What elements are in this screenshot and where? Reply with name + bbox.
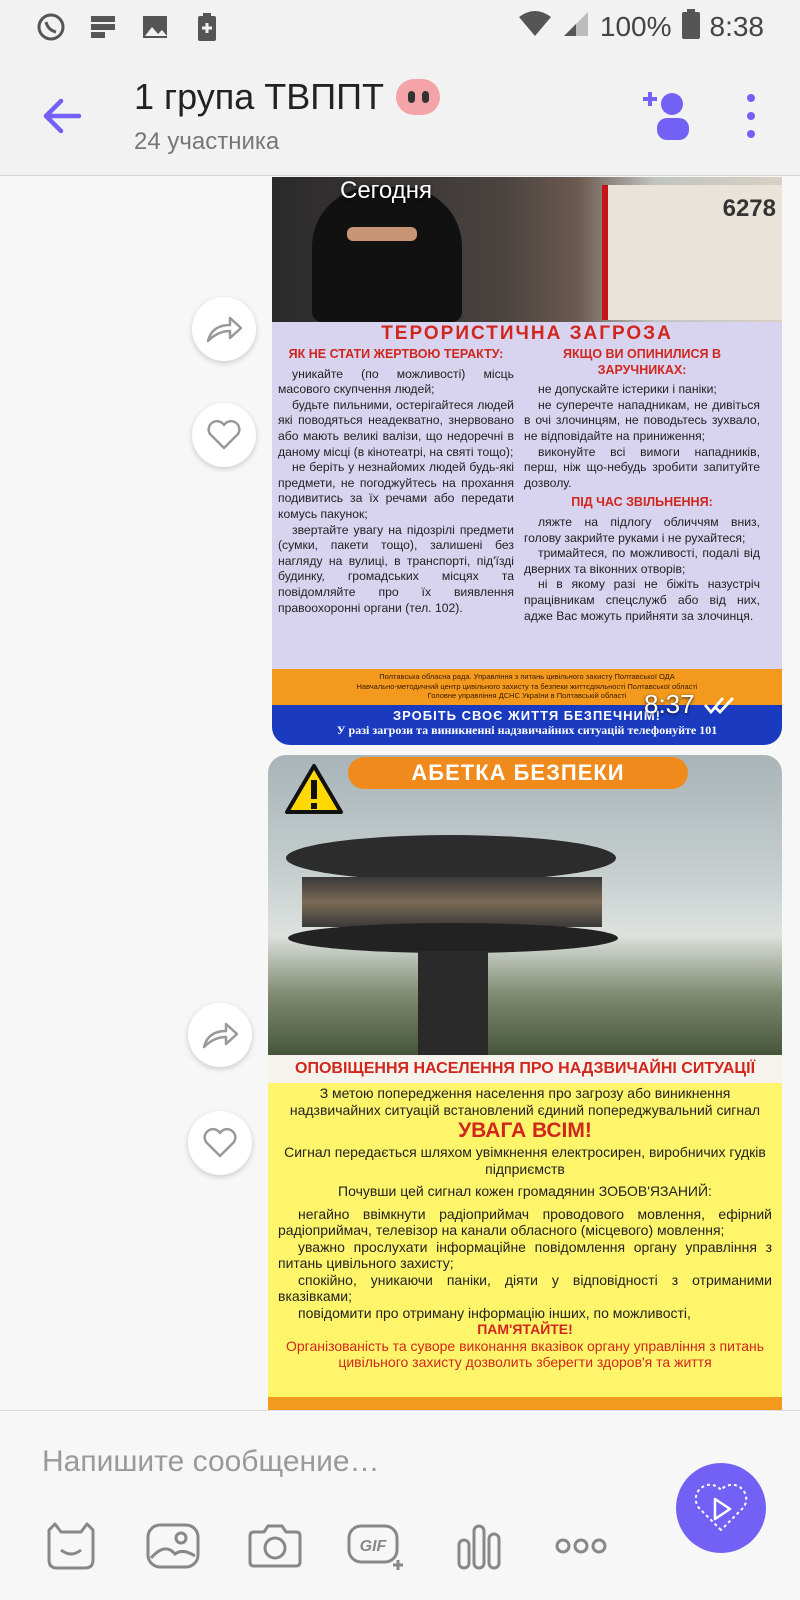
- message-meta: [644, 689, 737, 720]
- paragraph: не беріть у незнайомих людей будь-які предмети, не погоджуйтесь на прохання подивитись за їх речами або передати комусь пакунок;: [278, 460, 514, 521]
- image-icon: [140, 12, 170, 42]
- poster-left-column: [278, 347, 514, 616]
- forward-button[interactable]: [188, 1003, 252, 1067]
- storage-icon: [88, 12, 118, 42]
- message-list[interactable]: [0, 177, 800, 1410]
- poster-photo: [268, 755, 782, 1055]
- double-check-icon: [703, 695, 737, 715]
- tram-figure: [602, 185, 782, 320]
- overflow-menu-button[interactable]: [744, 94, 758, 138]
- back-button[interactable]: [38, 92, 86, 140]
- mask-eyes: [347, 227, 417, 241]
- status-bar: [0, 0, 800, 54]
- like-button[interactable]: [188, 1111, 252, 1175]
- gif-label: GIF: [359, 1538, 387, 1555]
- tram-number: 6278: [722, 195, 776, 222]
- paragraph: уникайте (по можливості) місць масового скупчення людей;: [278, 366, 514, 397]
- poster-alert: УВАГА ВСІМ!: [458, 1119, 592, 1142]
- paragraph: ні в якому разі не біжіть назустріч працівникам спецслужб або від них, адже Вас можуть прийняти за злочинця.: [524, 577, 760, 623]
- more-tools-button[interactable]: [550, 1515, 612, 1577]
- poster-body: [278, 1085, 772, 1371]
- more-icon: [555, 1536, 607, 1556]
- right-heading: ЯКЩО ВИ ОПИНИЛИСЯ В ЗАРУЧНИКАХ:: [562, 347, 721, 377]
- duty-item: спокійно, уникаючи паніки, діяти у відповідності з отриманими вказівками;: [278, 1271, 772, 1304]
- paragraph: будьте пильними, остерігайтеся людей які поводяться неадекватно, знервовано або мають великі валізи, що недоречні в даному місці (в кінотеатрі, на святі тощо);: [278, 397, 514, 459]
- poster-footer-strip: [268, 1397, 782, 1410]
- battery-level: 100%: [599, 11, 672, 42]
- add-user-icon: [642, 86, 694, 142]
- sticker-button[interactable]: [40, 1515, 102, 1577]
- credit-line: Навчально-методичний центр цивільного захисту та безпеки життєдіяльності Полтавської області: [356, 681, 698, 691]
- message-composer: [0, 1410, 800, 1600]
- heart-icon: [202, 1127, 238, 1159]
- masked-man-figure: [312, 187, 462, 322]
- gif-icon: [346, 1520, 408, 1572]
- poster-closing: Організованість та суворе виконання вказівок органу управління з питань цивільного захисту дозволить зберегти здоров'я та життя: [285, 1337, 765, 1370]
- image-message[interactable]: [268, 755, 782, 1410]
- credit-line: Полтавська обласна рада. Управління з питань цивільного захисту Полтавської ОДА: [379, 672, 675, 681]
- credit-line: Головне управління ДСНС України в Полтавській області: [427, 691, 627, 700]
- wifi-icon: [518, 10, 552, 45]
- message-input[interactable]: Напишите сообщение…: [42, 1445, 380, 1478]
- poster-heading: ОПОВІЩЕННЯ НАСЕЛЕННЯ ПРО НАДЗВИЧАЙНІ СИТУАЦІЇ: [268, 1055, 782, 1083]
- siren-brim: [288, 923, 618, 953]
- signal-icon: [562, 10, 590, 45]
- dot: [747, 112, 755, 120]
- duty-item: негайно ввімкнути радіоприймач проводового мовлення, ефірний радіоприймач, телевізор на канали обласного (місцевого) мовлення;: [278, 1205, 772, 1238]
- poll-icon: [455, 1522, 503, 1570]
- image-message[interactable]: [272, 177, 782, 745]
- poster-remember: ПАМ'ЯТАЙТЕ!: [477, 1321, 573, 1337]
- gallery-button[interactable]: [142, 1515, 204, 1577]
- share-arrow-icon: [200, 1021, 240, 1049]
- dot: [747, 94, 755, 102]
- share-arrow-icon: [204, 315, 244, 343]
- paragraph: не допускайте істерики і паніки;: [538, 382, 717, 397]
- battery-icon: [682, 9, 700, 46]
- heart-icon: [206, 419, 242, 451]
- poster-emergency-line: У разі загрози та виникненні надзвичайних ситуацій телефонуйте 101: [336, 723, 718, 737]
- add-participant-button[interactable]: [642, 86, 694, 142]
- warning-icon: [284, 763, 344, 815]
- paragraph: ляжте на підлогу обличчям вниз, голову закрийте руками і не рухайтеся;: [524, 514, 760, 545]
- siren-body: [302, 877, 602, 927]
- pig-nose-emoji: [396, 79, 440, 115]
- poster-title: ТЕРОРИСТИЧНА ЗАГРОЗА: [381, 323, 673, 344]
- send-button[interactable]: [676, 1463, 766, 1553]
- duty-item: уважно прослухати інформаційне повідомлення органу управління з питань цивільного захисту;: [278, 1238, 772, 1271]
- paragraph: виконуйте всі вимоги нападників, перш, ніж що-небудь зробити запитуйте дозволу.: [524, 444, 760, 490]
- chat-title[interactable]: [134, 76, 440, 118]
- like-button[interactable]: [192, 403, 256, 467]
- paragraph: не суперечте нападникам, не дивіться в очі злочинцям, не поводьтесь зухвало, не відповідайте на приниження;: [524, 397, 760, 443]
- battery-plus-icon: [192, 12, 222, 42]
- poster-intro: З метою попередження населення про загрозу або виникнення надзвичайних ситуацій встановлений єдиний попереджувальний сигнал: [289, 1085, 761, 1118]
- date-separator: Сегодня: [340, 177, 432, 204]
- gallery-icon: [145, 1522, 201, 1570]
- poster-signal-text: Сигнал передається шляхом увімкнення електросирен, виробничих гудків підприємств: [284, 1144, 766, 1177]
- duty-item: повідомити про отриману інформацію інших, по можливості,: [298, 1304, 691, 1321]
- heart-play-icon: [693, 1482, 749, 1534]
- clock: 8:38: [709, 11, 764, 42]
- poster-slogan: ЗРОБІТЬ СВОЄ ЖИТТЯ БЕЗПЕЧНИМ!: [393, 708, 661, 723]
- gif-button[interactable]: [346, 1515, 408, 1577]
- forward-button[interactable]: [192, 297, 256, 361]
- right-heading-2: ПІД ЧАС ЗВІЛЬНЕННЯ:: [571, 495, 713, 510]
- participant-count: 24 участника: [134, 128, 280, 155]
- camera-button[interactable]: [244, 1515, 306, 1577]
- siren-pole: [418, 951, 488, 1055]
- poll-button[interactable]: [448, 1515, 510, 1577]
- poster-right-column: [524, 347, 760, 624]
- left-heading: ЯК НЕ СТАТИ ЖЕРТВОЮ ТЕРАКТУ:: [288, 347, 504, 361]
- sticker-icon: [41, 1520, 101, 1572]
- siren-figure: [286, 835, 616, 881]
- paragraph: тримайтеся, по можливості, подалі від дверних та віконних отворів;: [524, 546, 760, 576]
- dot: [747, 130, 755, 138]
- poster-obligation: Почувши цей сигнал кожен громадянин ЗОБОВ'ЯЗАНИЙ:: [338, 1183, 712, 1199]
- poster-banner: АБЕТКА БЕЗПЕКИ: [348, 757, 688, 789]
- paragraph: звертайте увагу на підозрілі предмети (сумки, пакети тощо), залишені без нагляду на вулиці, в транспорті, під'їзді будинку, громадських місцях та повідомляйте про їх виявлення правоохоронні органи (тел. 102).: [278, 522, 514, 615]
- arrow-left-icon: [42, 98, 82, 134]
- composer-toolbar: [40, 1515, 612, 1577]
- chat-header: [0, 54, 800, 176]
- viber-icon: [36, 12, 66, 42]
- group-name: 1 група ТВППТ: [134, 76, 385, 117]
- camera-icon: [246, 1522, 304, 1570]
- message-time: 8:37: [644, 689, 695, 719]
